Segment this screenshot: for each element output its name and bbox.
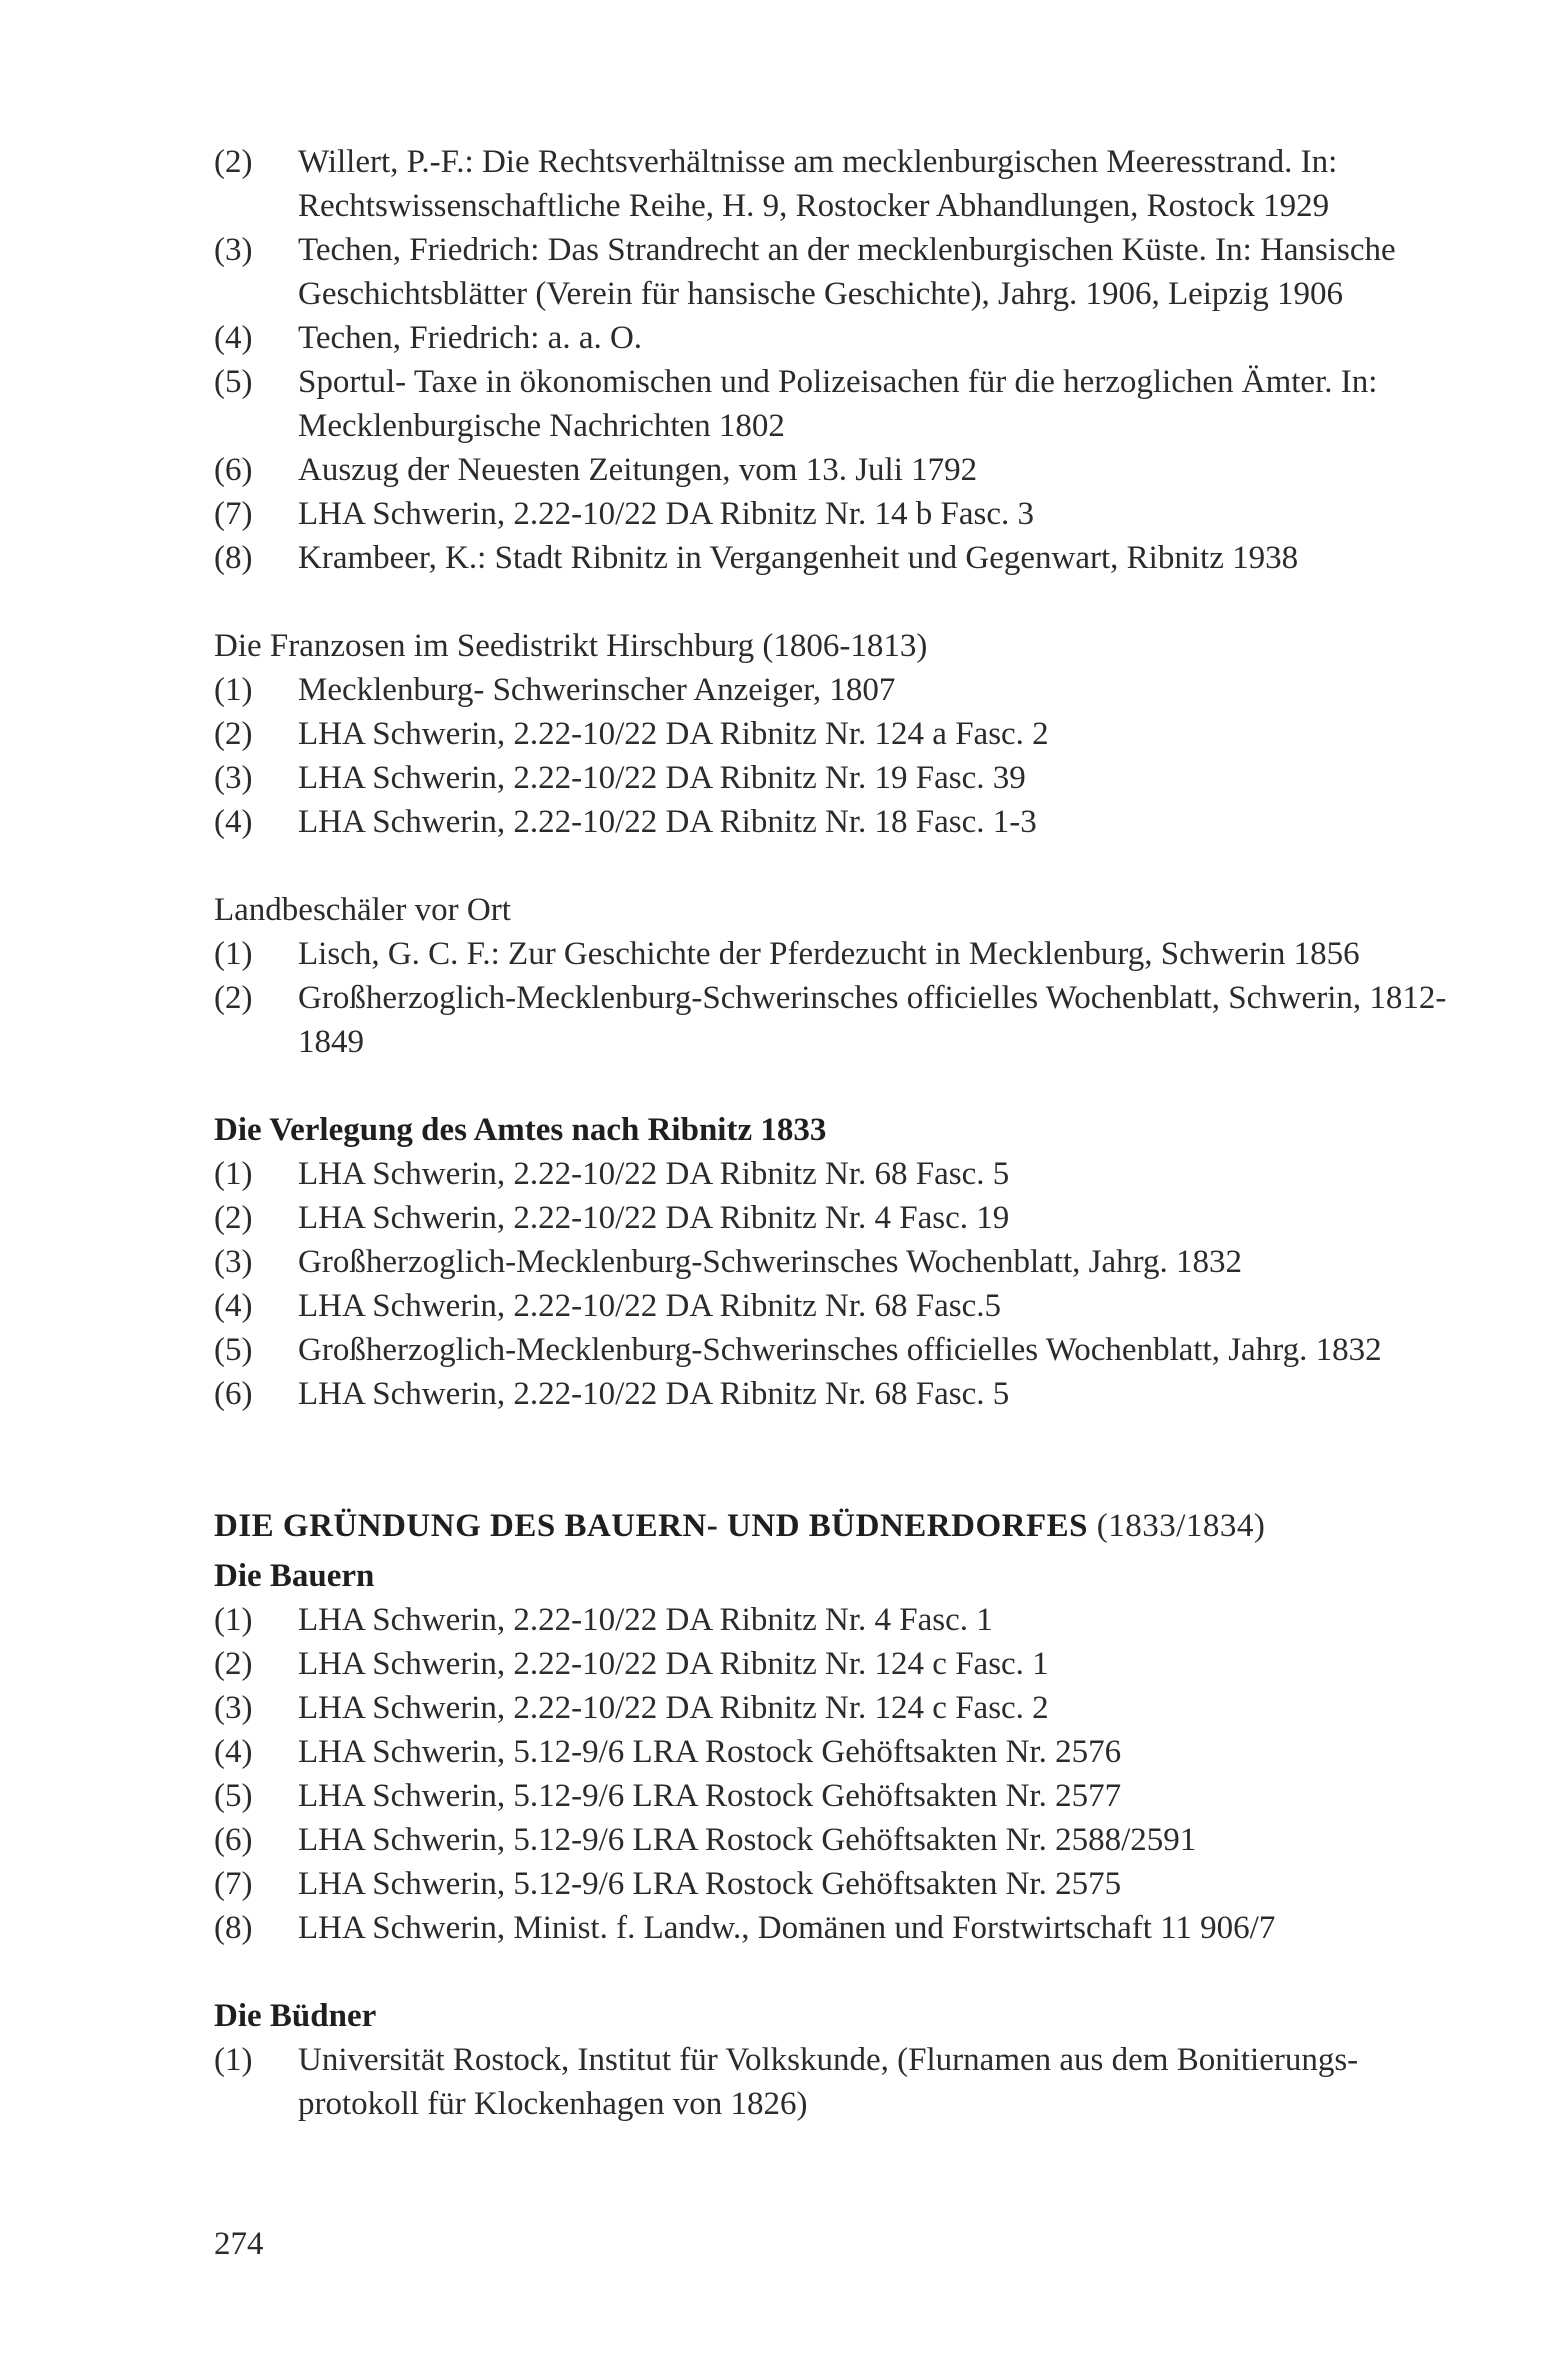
reference-entry (214, 536, 1474, 580)
reference-number: (6) (214, 1376, 253, 1412)
references-continuation (214, 140, 1474, 580)
reference-number: (5) (214, 364, 253, 400)
reference-text: Lisch, G. C. F.: Zur Geschichte der Pferdezucht in Mecklenburg, Schwerin 1856 (298, 936, 1360, 972)
reference-number: (2) (214, 144, 253, 180)
reference-entry (214, 1328, 1474, 1372)
section-heading: Die Bauern (214, 1558, 375, 1594)
reference-text: LHA Schwerin, 2.22-10/22 DA Ribnitz Nr. 124 c Fasc. 1 (298, 1646, 1049, 1682)
reference-text: Universität Rostock, Institut für Volkskunde, (Flurnamen aus dem Bonitierungs-protokoll für Klockenhagen von 1826) (298, 2042, 1359, 2122)
reference-entry (214, 2038, 1474, 2126)
reference-entry (214, 448, 1474, 492)
reference-entry (214, 800, 1474, 844)
reference-number: (6) (214, 1822, 253, 1858)
reference-entry (214, 1372, 1474, 1416)
reference-number: (2) (214, 1646, 253, 1682)
spacer (214, 1950, 1474, 1994)
reference-entry (214, 1642, 1474, 1686)
reference-number: (2) (214, 1200, 253, 1236)
reference-text: LHA Schwerin, 2.22-10/22 DA Ribnitz Nr. 124 c Fasc. 2 (298, 1690, 1049, 1726)
section-heading: Landbeschäler vor Ort (214, 892, 511, 928)
reference-number: (3) (214, 232, 253, 268)
reference-number: (1) (214, 2042, 253, 2078)
reference-text: LHA Schwerin, Minist. f. Landw., Domänen und Forstwirtschaft 11 906/7 (298, 1910, 1276, 1946)
reference-text: Techen, Friedrich: Das Strandrecht an der mecklenburgischen Küste. In: Hansische Geschichtsblätter (Verein für hansische Geschichte), Jahrg. 1906, Leipzig 1906 (298, 232, 1396, 312)
reference-text: LHA Schwerin, 2.22-10/22 DA Ribnitz Nr. 18 Fasc. 1-3 (298, 804, 1037, 840)
reference-entry (214, 1774, 1474, 1818)
reference-number: (1) (214, 1156, 253, 1192)
reference-number: (5) (214, 1778, 253, 1814)
reference-text: LHA Schwerin, 2.22-10/22 DA Ribnitz Nr. 68 Fasc. 5 (298, 1376, 1010, 1412)
reference-text: Techen, Friedrich: a. a. O. (298, 320, 643, 356)
reference-text: Auszug der Neuesten Zeitungen, vom 13. Juli 1792 (298, 452, 978, 488)
reference-number: (3) (214, 1690, 253, 1726)
reference-text: LHA Schwerin, 2.22-10/22 DA Ribnitz Nr. 124 a Fasc. 2 (298, 716, 1049, 752)
reference-entry (214, 360, 1474, 448)
chapter-title: DIE GRÜNDUNG DES BAUERN- UND BÜDNERDORFES (214, 1508, 1088, 1544)
reference-entry (214, 932, 1474, 976)
reference-text: Sportul- Taxe in ökonomischen und Polizeisachen für die herzoglichen Ämter. In: Mecklenburgische Nachrichten 1802 (298, 364, 1378, 444)
reference-text: Großherzoglich-Mecklenburg-Schwerinsches officielles Wochenblatt, Jahrg. 1832 (298, 1332, 1382, 1368)
reference-number: (3) (214, 760, 253, 796)
section-heading: Die Verlegung des Amtes nach Ribnitz 1833 (214, 1112, 827, 1148)
reference-text: Krambeer, K.: Stadt Ribnitz in Vergangenheit und Gegenwart, Ribnitz 1938 (298, 540, 1299, 576)
reference-text: Großherzoglich-Mecklenburg-Schwerinsches officielles Wochenblatt, Schwerin, 1812-1849 (298, 980, 1447, 1060)
reference-entry (214, 1152, 1474, 1196)
reference-entry (214, 1598, 1474, 1642)
reference-entry (214, 1240, 1474, 1284)
reference-text: LHA Schwerin, 5.12-9/6 LRA Rostock Gehöftsakten Nr. 2577 (298, 1778, 1122, 1814)
reference-number: (5) (214, 1332, 253, 1368)
reference-text: Willert, P.-F.: Die Rechtsverhältnisse am mecklenburgischen Meeresstrand. In: Rechtswissenschaftliche Reihe, H. 9, Rostocker Abhandlungen, Rostock 1929 (298, 144, 1338, 224)
reference-number: (4) (214, 1288, 253, 1324)
reference-number: (3) (214, 1244, 253, 1280)
reference-entry (214, 1730, 1474, 1774)
reference-text: LHA Schwerin, 5.12-9/6 LRA Rostock Gehöftsakten Nr. 2575 (298, 1866, 1122, 1902)
reference-entry (214, 668, 1474, 712)
references-section-franzosen (214, 624, 1474, 844)
reference-number: (7) (214, 496, 253, 532)
references-section-buedner (214, 1994, 1474, 2126)
reference-text: LHA Schwerin, 2.22-10/22 DA Ribnitz Nr. 68 Fasc. 5 (298, 1156, 1010, 1192)
spacer (214, 580, 1474, 624)
references-section-bauern (214, 1554, 1474, 1950)
reference-entry (214, 228, 1474, 316)
reference-number: (1) (214, 1602, 253, 1638)
reference-number: (7) (214, 1866, 253, 1902)
reference-entry (214, 1818, 1474, 1862)
reference-text: LHA Schwerin, 2.22-10/22 DA Ribnitz Nr. 14 b Fasc. 3 (298, 496, 1035, 532)
reference-number: (4) (214, 1734, 253, 1770)
reference-text: LHA Schwerin, 2.22-10/22 DA Ribnitz Nr. 68 Fasc.5 (298, 1288, 1002, 1324)
chapter-years: (1833/1834) (1096, 1508, 1266, 1544)
section-heading: Die Franzosen im Seedistrikt Hirschburg (1806-1813) (214, 628, 928, 664)
section-heading: Die Büdner (214, 1998, 377, 2034)
reference-number: (8) (214, 1910, 253, 1946)
reference-entry (214, 1862, 1474, 1906)
reference-entry (214, 1906, 1474, 1950)
reference-text: LHA Schwerin, 5.12-9/6 LRA Rostock Gehöftsakten Nr. 2588/2591 (298, 1822, 1197, 1858)
reference-entry (214, 492, 1474, 536)
reference-text: LHA Schwerin, 2.22-10/22 DA Ribnitz Nr. 19 Fasc. 39 (298, 760, 1026, 796)
references-content (214, 140, 1474, 2126)
chapter-heading (214, 1504, 1474, 1548)
reference-number: (1) (214, 936, 253, 972)
reference-number: (2) (214, 980, 253, 1016)
reference-entry (214, 1196, 1474, 1240)
references-section-landbeschaeler (214, 888, 1474, 1064)
reference-entry (214, 756, 1474, 800)
reference-entry (214, 976, 1474, 1064)
reference-number: (4) (214, 804, 253, 840)
reference-number: (1) (214, 672, 253, 708)
reference-text: Mecklenburg- Schwerinscher Anzeiger, 1807 (298, 672, 896, 708)
reference-number: (2) (214, 716, 253, 752)
reference-number: (8) (214, 540, 253, 576)
spacer (214, 1064, 1474, 1108)
reference-entry (214, 712, 1474, 756)
reference-entry (214, 316, 1474, 360)
spacer (214, 844, 1474, 888)
references-section-verlegung (214, 1108, 1474, 1416)
reference-number: (4) (214, 320, 253, 356)
reference-number: (6) (214, 452, 253, 488)
spacer (214, 1416, 1474, 1504)
reference-entry (214, 1284, 1474, 1328)
reference-text: LHA Schwerin, 5.12-9/6 LRA Rostock Gehöftsakten Nr. 2576 (298, 1734, 1122, 1770)
page-number: 274 (214, 2226, 264, 2262)
reference-entry (214, 1686, 1474, 1730)
reference-text: LHA Schwerin, 2.22-10/22 DA Ribnitz Nr. 4 Fasc. 1 (298, 1602, 993, 1638)
reference-entry (214, 140, 1474, 228)
reference-text: LHA Schwerin, 2.22-10/22 DA Ribnitz Nr. 4 Fasc. 19 (298, 1200, 1010, 1236)
reference-text: Großherzoglich-Mecklenburg-Schwerinsches Wochenblatt, Jahrg. 1832 (298, 1244, 1243, 1280)
